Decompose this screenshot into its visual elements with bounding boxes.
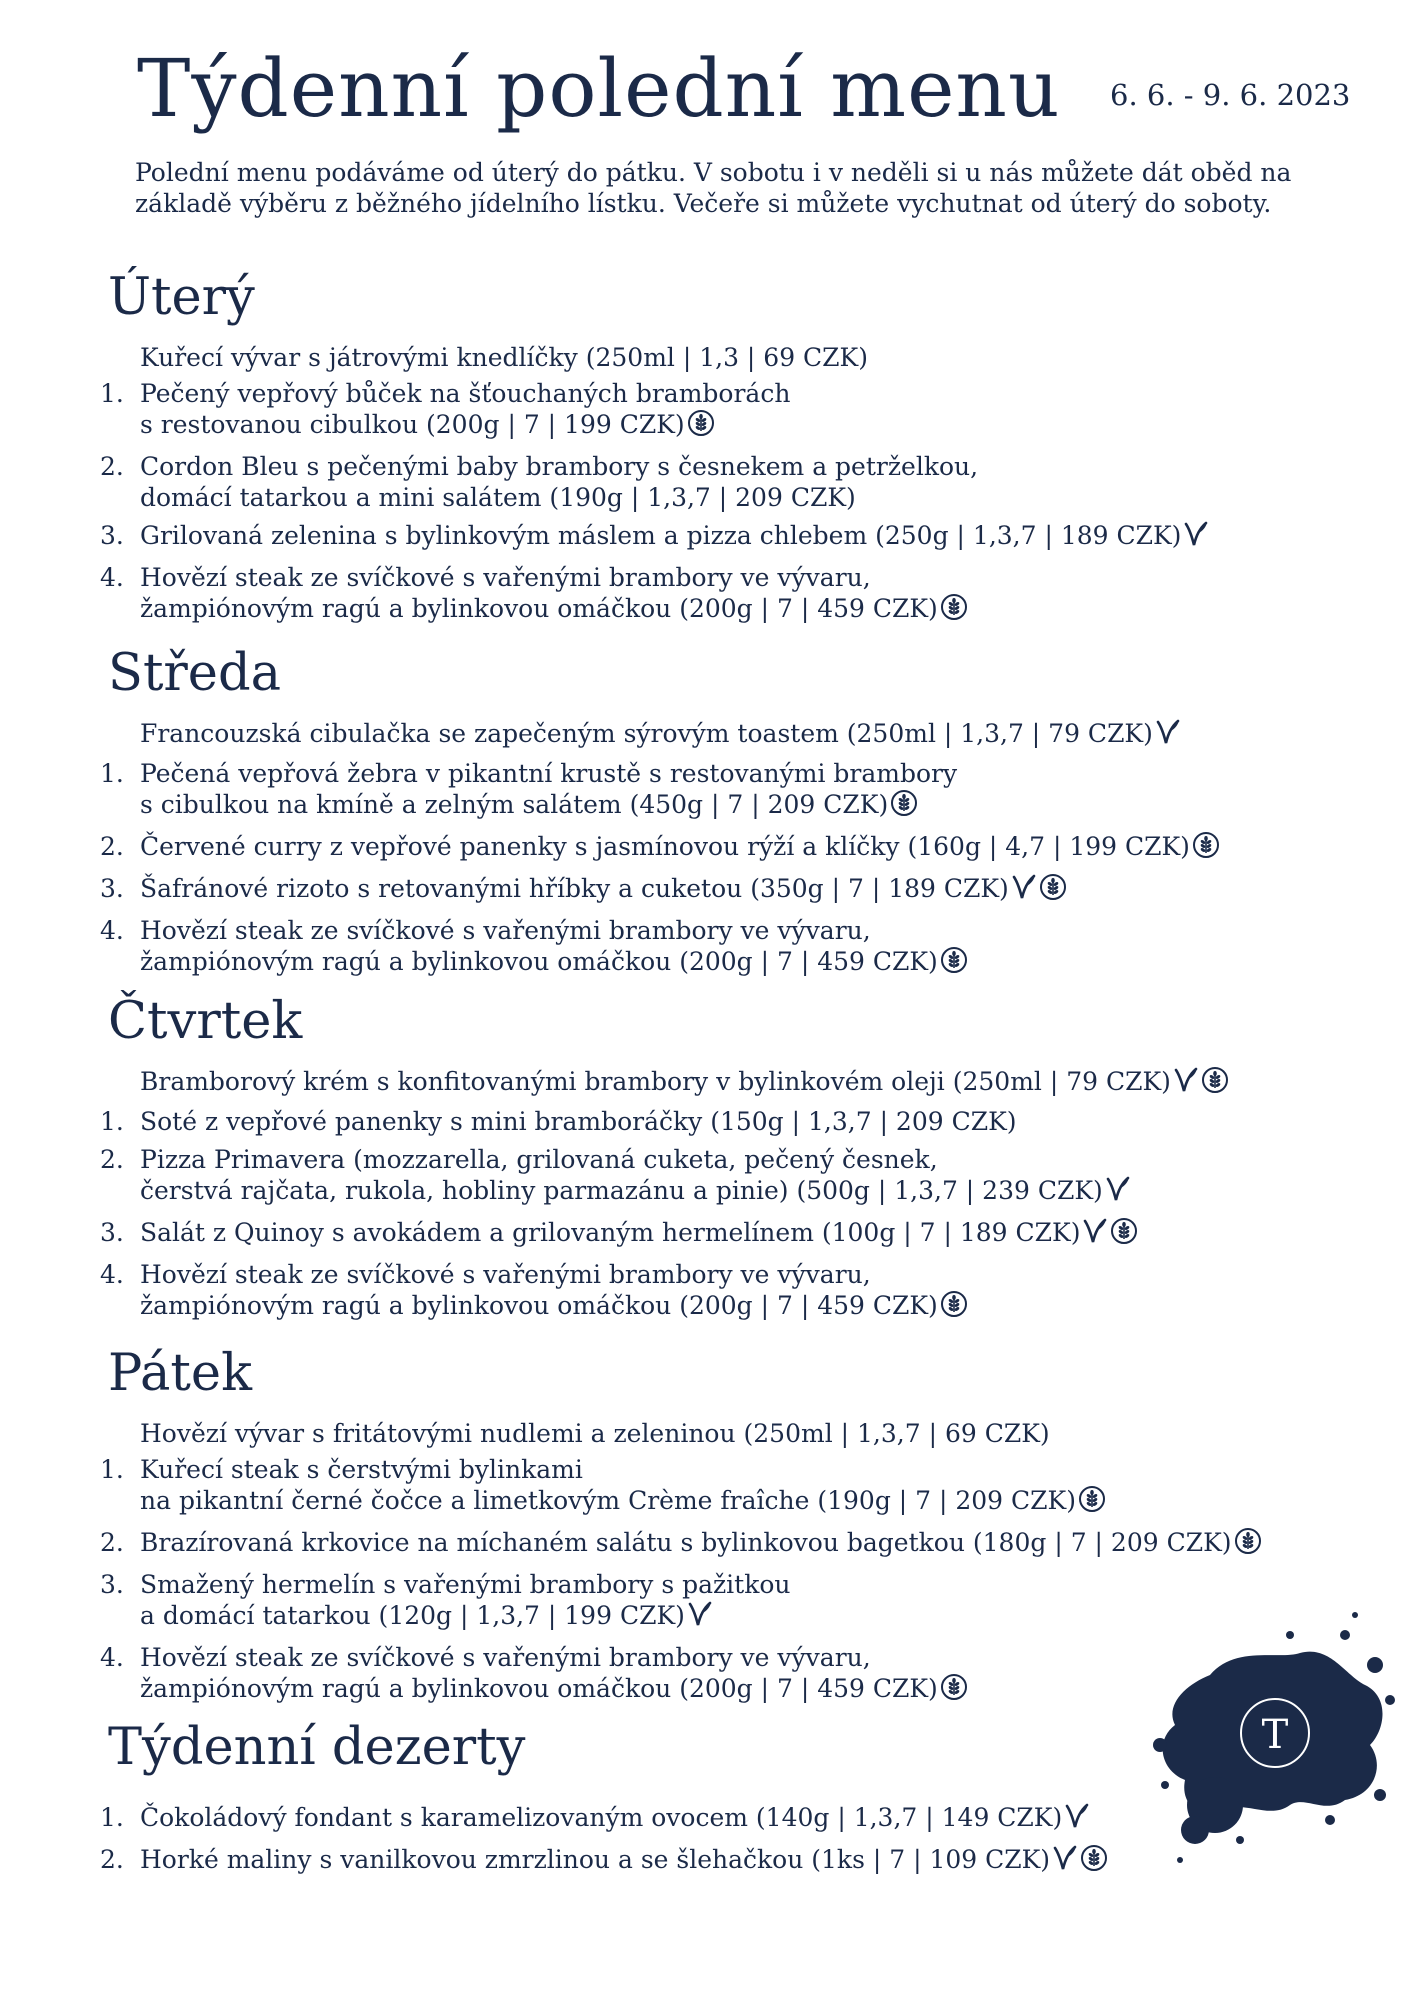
- item-line: čerstvá rajčata, rukola, hobliny parmazánu a pinie) (500g | 1,3,7 | 239 CZK): [140, 1176, 1103, 1205]
- menu-item: [100, 758, 1338, 824]
- item-number: 4.: [100, 563, 124, 592]
- item-line: Brazírovaná krkovice na míchaném salátu s bylinkovou bagetkou (180g | 7 | 209 CZK): [140, 1528, 1232, 1557]
- day-heading: Úterý: [108, 268, 255, 327]
- item-number: 3.: [100, 1218, 124, 1247]
- item-line: žampiónovým ragú a bylinkovou omáčkou (200g | 7 | 459 CZK): [140, 1674, 938, 1703]
- intro-text: Polední menu podáváme od úterý do pátku. V sobotu i v neděli si u nás můžete dát oběd na základě výběru z běžného jídelního lístku. Večeře si můžete vychutnat od úterý do soboty.: [135, 158, 1292, 218]
- item-number: 4.: [100, 1643, 124, 1672]
- menu-item: [100, 520, 1338, 555]
- section-tuesday: [100, 268, 1338, 635]
- menu-item: [100, 831, 1338, 866]
- gluten-free-icon: [940, 593, 968, 628]
- item-line: s restovanou cibulkou (200g | 7 | 199 CZK): [140, 410, 685, 439]
- date-range: 6. 6. - 9. 6. 2023: [1110, 78, 1351, 112]
- menu-list: [100, 378, 1338, 628]
- leaf-icon: [1082, 1217, 1108, 1252]
- desserts-heading: Týdenní dezerty: [108, 1718, 526, 1777]
- leaf-icon: [1011, 873, 1037, 908]
- leaf-icon: [1173, 1066, 1199, 1102]
- day-heading: Čtvrtek: [108, 992, 303, 1051]
- item-line: Hovězí steak ze svíčkové s vařenými brambory ve vývaru,: [140, 916, 871, 945]
- gluten-free-icon: [1201, 1066, 1229, 1102]
- item-line: žampiónovým ragú a bylinkovou omáčkou (200g | 7 | 459 CZK): [140, 1291, 938, 1320]
- item-line: žampiónovým ragú a bylinkovou omáčkou (200g | 7 | 459 CZK): [140, 594, 938, 623]
- item-number: 2.: [100, 452, 124, 481]
- item-number: 1.: [100, 1803, 124, 1832]
- item-number: 3.: [100, 874, 124, 903]
- item-line: a domácí tatarkou (120g | 1,3,7 | 199 CZK): [140, 1601, 685, 1630]
- menu-item: [100, 1527, 1338, 1562]
- menu-item: [100, 1259, 1338, 1325]
- gluten-free-icon: [940, 1673, 968, 1708]
- leaf-icon: [1064, 1802, 1090, 1837]
- item-line: Šafránové rizoto s retovanými hříbky a cuketou (350g | 7 | 189 CZK): [140, 874, 1009, 903]
- item-number: 2.: [100, 1528, 124, 1557]
- item-line: Pizza Primavera (mozzarella, grilovaná cuketa, pečený česnek,: [140, 1145, 938, 1174]
- soup-line: Kuřecí vývar s játrovými knedlíčky (250ml | 1,3 | 69 CZK): [140, 343, 868, 372]
- gluten-free-icon: [1039, 873, 1067, 908]
- item-line: Smažený hermelín s vařenými brambory s pažitkou: [140, 1570, 791, 1599]
- section-thursday: [100, 992, 1338, 1332]
- item-number: 2.: [100, 1145, 124, 1174]
- item-number: 1.: [100, 1455, 124, 1484]
- menu-list: [100, 1106, 1338, 1325]
- item-number: 2.: [100, 1845, 124, 1874]
- item-number: 1.: [100, 1107, 124, 1136]
- item-line: Hovězí steak ze svíčkové s vařenými brambory ve vývaru,: [140, 1643, 871, 1672]
- menu-item: [100, 378, 1338, 444]
- section-wednesday: [100, 644, 1338, 988]
- item-line: s cibulkou na kmíně a zelným salátem (450g | 7 | 209 CZK): [140, 790, 889, 819]
- menu-item: [100, 915, 1338, 981]
- soup-text: Bramborový krém s konfitovanými brambory v bylinkovém oleji (250ml | 79 CZK): [140, 1067, 1171, 1096]
- day-heading: Středa: [108, 644, 282, 703]
- item-number: 3.: [100, 1570, 124, 1599]
- item-line: Cordon Bleu s pečenými baby brambory s česnekem a petrželkou,: [140, 452, 979, 481]
- gluten-free-icon: [1192, 831, 1220, 866]
- menu-item: [100, 1454, 1338, 1520]
- gluten-free-icon: [687, 409, 715, 444]
- item-line: Čokoládový fondant s karamelizovaným ovocem (140g | 1,3,7 | 149 CZK): [140, 1803, 1063, 1832]
- soup-text: Francouzská cibulačka se zapečeným sýrovým toastem (250ml | 1,3,7 | 79 CZK): [140, 719, 1153, 748]
- menu-item: [100, 562, 1338, 628]
- item-line: Hovězí steak ze svíčkové s vařenými brambory ve vývaru,: [140, 1260, 871, 1289]
- menu-item: [100, 451, 1338, 513]
- item-line: Horké maliny s vanilkovou zmrzlinou a se šlehačkou (1ks | 7 | 109 CZK): [140, 1845, 1051, 1874]
- page-title: Týdenní polední menu: [137, 42, 1061, 135]
- item-line: Červené curry z vepřové panenky s jasmínovou rýží a klíčky (160g | 4,7 | 199 CZK): [140, 832, 1190, 861]
- gluten-free-icon: [1110, 1217, 1138, 1252]
- item-line: Soté z vepřové panenky s mini bramboráčky (150g | 1,3,7 | 209 CZK): [140, 1107, 1017, 1136]
- logo-letter: T: [1261, 1712, 1289, 1758]
- item-line: Pečený vepřový bůček na šťouchaných bramborách: [140, 379, 791, 408]
- leaf-icon: [1052, 1844, 1078, 1879]
- gluten-free-icon: [890, 789, 918, 824]
- leaf-icon: [1105, 1175, 1131, 1210]
- item-number: 1.: [100, 379, 124, 408]
- item-line: Kuřecí steak s čerstvými bylinkami: [140, 1455, 583, 1484]
- item-number: 3.: [100, 521, 124, 550]
- item-number: 1.: [100, 759, 124, 788]
- item-line: Grilovaná zelenina s bylinkovým máslem a pizza chlebem (250g | 1,3,7 | 189 CZK): [140, 521, 1182, 550]
- menu-list: [100, 758, 1338, 981]
- menu-item: [100, 1217, 1338, 1252]
- item-line: Salát z Quinoy s avokádem a grilovaným hermelínem (100g | 7 | 189 CZK): [140, 1218, 1081, 1247]
- day-heading: Pátek: [108, 1344, 253, 1403]
- item-line: domácí tatarkou a mini salátem (190g | 1,3,7 | 209 CZK): [140, 483, 856, 512]
- gluten-free-icon: [940, 1290, 968, 1325]
- item-number: 2.: [100, 832, 124, 861]
- item-line: Pečená vepřová žebra v pikantní krustě s restovanými brambory: [140, 759, 958, 788]
- soup-line: Hovězí vývar s fritátovými nudlemi a zeleninou (250ml | 1,3,7 | 69 CZK): [140, 1419, 1050, 1448]
- item-number: 4.: [100, 1260, 124, 1289]
- item-line: na pikantní černé čočce a limetkovým Crème fraîche (190g | 7 | 209 CZK): [140, 1486, 1076, 1515]
- item-line: Hovězí steak ze svíčkové s vařenými brambory ve vývaru,: [140, 563, 871, 592]
- item-number: 4.: [100, 916, 124, 945]
- gluten-free-icon: [1078, 1485, 1106, 1520]
- leaf-icon: [1183, 520, 1209, 555]
- soup-line: [140, 718, 1338, 754]
- gluten-free-icon: [1234, 1527, 1262, 1562]
- menu-item: [100, 1144, 1338, 1210]
- ink-splat-logo: [1140, 1605, 1400, 1905]
- gluten-free-icon: [940, 946, 968, 981]
- item-line: žampiónovým ragú a bylinkovou omáčkou (200g | 7 | 459 CZK): [140, 947, 938, 976]
- soup-line: [140, 1066, 1338, 1102]
- leaf-icon: [1155, 718, 1181, 754]
- menu-item: [100, 873, 1338, 908]
- menu-item: [100, 1106, 1338, 1137]
- gluten-free-icon: [1080, 1844, 1108, 1879]
- leaf-icon: [687, 1600, 713, 1635]
